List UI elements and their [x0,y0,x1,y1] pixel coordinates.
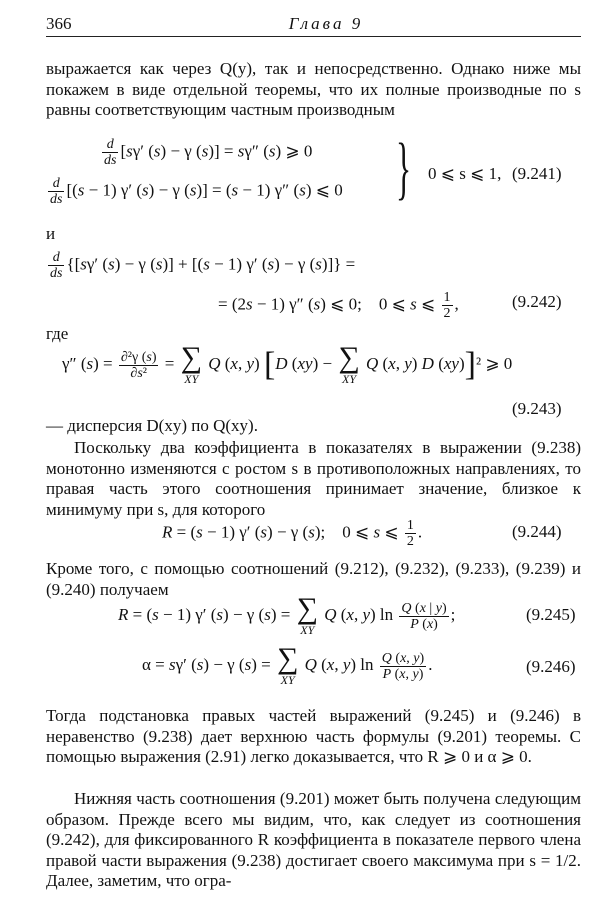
right-brace: } [396,130,412,207]
equation-9-242-line-1: $\frac{d}{ds}$ {[sγ′ (s) − γ (s)] + [(s − 1) γ′ (s) − γ (s)]} = [50,250,356,281]
equation-number-9-242: (9.242) [512,292,562,311]
paragraph-moreover-text: Кроме того, с помощью соотношений (9.212), (9.232), (9.233), (9.239) и (9.240) получаем [46,559,581,599]
equation-number-9-246: (9.246) [526,657,576,676]
equation-9-241-line-2: $\frac{d}{ds}$ [(s − 1) γ′ (s) − γ (s)] = (s − 1) γ″ (s) ⩽ 0 [50,176,343,207]
word-and: и [46,224,56,243]
word-where: где [46,324,69,343]
equation-number-9-243: (9.243) [512,399,562,418]
equation-9-241-condition: 0 ⩽ s ⩽ 1, [428,164,502,183]
paragraph-lower-part [46,789,581,892]
equation-9-242-line-2: = (2s − 1) γ″ (s) ⩽ 0; 0 ⩽ s ⩽ $\frac{1}{2}$ , [218,290,459,321]
paragraph-coefficients-text: Поскольку два коэффициента в показателях в выражении (9.238) монотонно изменяются с ростом s в противоположных направлениях, то правая часть этого соотношения принимает значение, близкое к минимуму при s, для которого [46,438,581,519]
equation-9-243-body: γ″ (s) = $\frac{\text{∂²γ (s)}}{\text{∂s²}}$ = ∑ XY Q (x, y) [D (xy) − ∑ XY Q (x, y) D (xy)]² ⩾ 0 [62,341,513,386]
dispersion-line: — дисперсия D(xy) по Q(xy). [46,416,258,435]
equation-number-9-244: (9.244) [512,522,562,541]
equation-9-245-body: R = (s − 1) γ′ (s) − γ (s) = ∑ XY Q (x, y) ln $\frac{Q (x | y)}{P (x)}$ ; [118,592,456,637]
paragraph-intro [46,59,581,121]
running-header [46,10,581,37]
paragraph-substitution-text: Тогда подстановка правых частей выражений (9.245) и (9.246) в неравенство (9.238) дает верхнюю часть формулы (9.201) теоремы. С помощью выражения (2.91) легко доказывается, что R ⩾ 0 и α ⩾ 0. [46,706,581,766]
paragraph-coefficients [46,438,581,520]
paragraph-substitution [46,706,581,768]
page-number: 366 [46,14,72,33]
chapter-title: Глава 9 [288,14,364,33]
equation-number-9-241: (9.241) [512,164,562,183]
equation-9-244-body: R = (s − 1) γ′ (s) − γ (s); 0 ⩽ s ⩽ $\frac{1}{2}$ . [162,518,423,549]
paragraph-lower-part-text: Нижняя часть соотношения (9.201) может быть получена следующим образом. Прежде всего мы видим, что, как следует из соотношения (9.242), для фиксированного R коэффициента в показателе первого члена правой части выражения (9.238) достигает своего максимума при s = 1/2. Далее, заметим, что огра- [46,789,581,890]
equation-9-246-body: α = sγ′ (s) − γ (s) = ∑ XY Q (x, y) ln $\frac{Q (x, y)}{P (x, y)}$ . [142,642,433,687]
paragraph-intro-text: выражается как через Q(y), так и непосредственно. Однако ниже мы покажем в виде отдельной теоремы, что их полные производные по s равны соответствующим частным производным [46,59,581,119]
equation-9-241-line-1: $\frac{d}{ds}$ [sγ′ (s) − γ (s)] = sγ″ (s) ⩾ 0 [104,137,313,168]
equation-number-9-245: (9.245) [526,605,576,624]
